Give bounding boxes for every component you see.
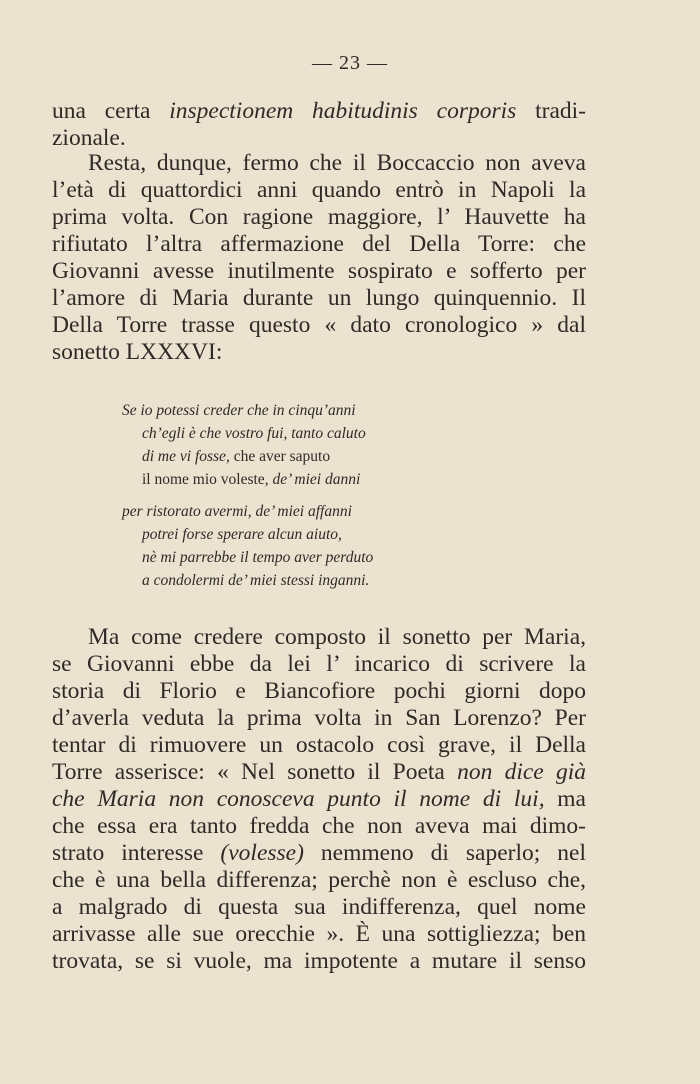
text-line: Giovanni avesse inutilmente sospirato e sofferto per [52, 258, 586, 284]
page-number: — 23 — [312, 52, 388, 74]
text-line [52, 786, 586, 813]
verse-line [122, 468, 542, 491]
verse-text: per ristorato avermi, de’ miei affanni [122, 503, 352, 520]
text-line: l’età di quattordici anni quando entrò in Napoli la [52, 177, 586, 203]
text-line: se Giovanni ebbe da lei l’ incarico di scrivere la [52, 651, 586, 677]
verse-text: nè mi parrebbe il tempo aver perduto [142, 549, 374, 566]
text-line [52, 98, 586, 125]
verse-text: il nome mio voleste, [142, 471, 273, 488]
text-line [52, 759, 586, 786]
verse-line [122, 445, 542, 468]
verse-text: ch’egli è che vostro fui, tanto caluto [142, 425, 366, 442]
text-line: Ma come credere composto il sonetto per Maria, [88, 624, 586, 650]
text-line: rifiutato l’altra affermazione del Della Torre: che [52, 231, 586, 257]
text-line: storia di Florio e Biancofiore pochi giorni dopo [52, 678, 586, 704]
text-line: sonetto LXXXVI: [52, 339, 223, 365]
paragraph-1 [52, 98, 586, 152]
paragraph-2 [52, 150, 586, 366]
sonnet-stanza-1 [122, 399, 542, 491]
verse-line [122, 500, 542, 523]
text-line: zionale. [52, 125, 126, 151]
text-line: tentar di rimuovere un ostacolo così grave, il Della [52, 732, 586, 758]
verse-text: che aver saputo [229, 448, 331, 465]
text-line: d’averla veduta la prima volta in San Lorenzo? Per [52, 705, 586, 731]
text-line: a malgrado di questa sua indifferenza, quel nome [52, 894, 586, 920]
verse-line [122, 523, 542, 546]
text-run: tradi- [516, 98, 587, 124]
text-line: che essa era tanto fredda che non aveva mai dimo- [52, 813, 586, 839]
text-line: trovata, se si vuole, ma impotente a mutare il senso [52, 948, 586, 974]
text-line: l’amore di Maria durante un lungo quinquennio. Il [52, 285, 586, 311]
text-line: che è una bella differenza; perchè non è escluso che, [52, 867, 586, 893]
verse-line [122, 422, 542, 445]
verse-text: de’ miei danni [272, 471, 361, 488]
text-run: Torre asserisce: « Nel sonetto il Poeta [52, 759, 458, 785]
text-run: strato interesse [52, 840, 221, 866]
verse-text: potrei forse sperare alcun aiuto, [142, 526, 342, 543]
verse-line [122, 546, 542, 569]
verse-text: di me vi fosse, [142, 448, 230, 465]
text-run: ma [544, 786, 586, 812]
italic-phrase: che Maria non conosceva punto il nome di lui, [52, 786, 545, 812]
italic-phrase: non dice già [457, 759, 587, 785]
italic-phrase: (volesse) [220, 840, 304, 866]
text-line [52, 840, 586, 867]
text-line: arrivasse alle sue orecchie ». È una sottigliezza; ben [52, 921, 586, 947]
verse-text: Se io potessi creder che in cinqu’anni [122, 402, 356, 419]
text-line: Della Torre trasse questo « dato cronologico » dal [52, 312, 586, 338]
verse-line [122, 399, 542, 422]
text-run: nemmeno di saperlo; nel [303, 840, 586, 866]
paragraph-3 [52, 624, 586, 975]
verse-line [122, 569, 542, 592]
text-line: Resta, dunque, fermo che il Boccaccio non aveva [88, 150, 586, 176]
text-line: prima volta. Con ragione maggiore, l’ Hauvette ha [52, 204, 586, 230]
italic-phrase: inspectionem habitudinis corporis [169, 98, 517, 124]
text-run: una certa [52, 98, 170, 124]
sonnet-stanza-2 [122, 500, 542, 592]
verse-text: a condolermi de’ miei stessi inganni. [142, 572, 370, 589]
